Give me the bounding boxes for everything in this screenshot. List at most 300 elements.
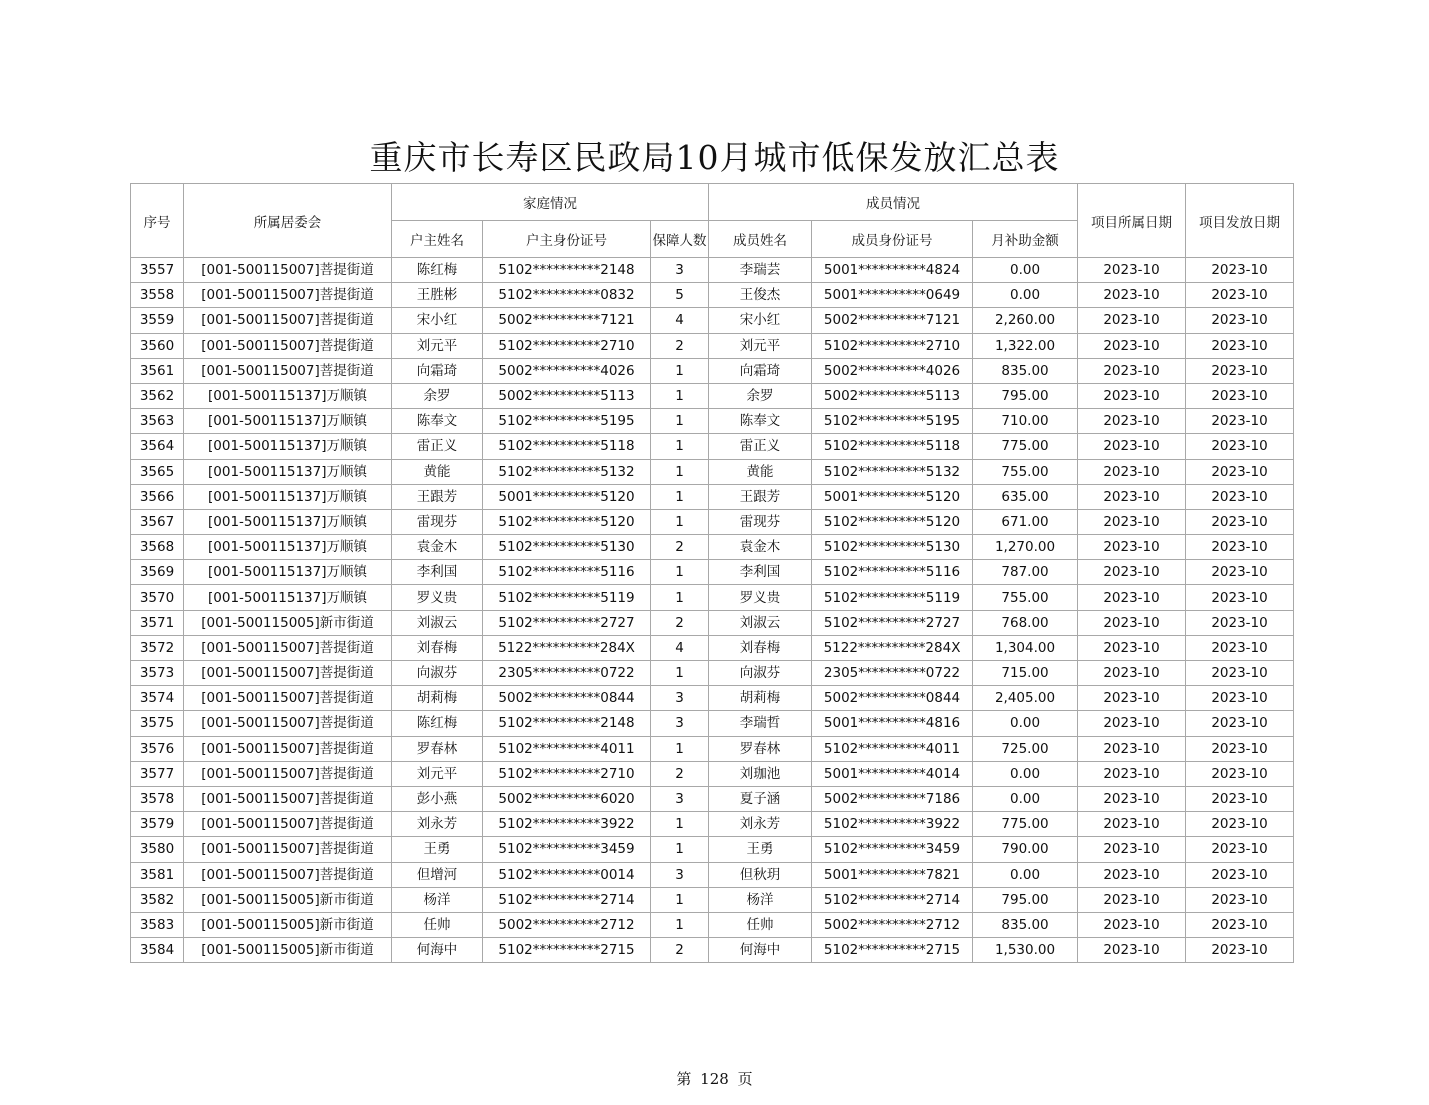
cell-head-name: 刘元平 <box>392 761 483 786</box>
cell-insured-count: 5 <box>651 283 709 308</box>
cell-member-id: 5102**********2715 <box>812 938 973 963</box>
cell-member-name: 何海中 <box>709 938 812 963</box>
table-row <box>131 812 1294 837</box>
header-member-id: 成员身份证号 <box>812 221 973 258</box>
cell-seq: 3560 <box>131 333 184 358</box>
cell-committee: [001-500115005]新市街道 <box>184 610 392 635</box>
cell-head-name: 余罗 <box>392 383 483 408</box>
cell-head-name: 陈红梅 <box>392 258 483 283</box>
cell-head-id: 5002**********7121 <box>483 308 651 333</box>
cell-issue-date: 2023-10 <box>1186 535 1294 560</box>
cell-member-id: 5102**********2714 <box>812 887 973 912</box>
cell-project-date: 2023-10 <box>1078 358 1186 383</box>
cell-monthly-subsidy: 1,270.00 <box>973 535 1078 560</box>
cell-insured-count: 3 <box>651 711 709 736</box>
cell-head-id: 5102**********5195 <box>483 409 651 434</box>
cell-committee: [001-500115137]万顺镇 <box>184 409 392 434</box>
cell-issue-date: 2023-10 <box>1186 560 1294 585</box>
cell-committee: [001-500115005]新市街道 <box>184 912 392 937</box>
cell-committee: [001-500115007]菩提街道 <box>184 283 392 308</box>
cell-monthly-subsidy: 768.00 <box>973 610 1078 635</box>
cell-head-id: 5102**********5116 <box>483 560 651 585</box>
cell-seq: 3570 <box>131 585 184 610</box>
cell-monthly-subsidy: 755.00 <box>973 459 1078 484</box>
cell-project-date: 2023-10 <box>1078 509 1186 534</box>
table-row <box>131 308 1294 333</box>
table-row <box>131 635 1294 660</box>
page-number-suffix: 页 <box>737 1070 753 1088</box>
cell-monthly-subsidy: 0.00 <box>973 258 1078 283</box>
page-number: 128 <box>700 1070 729 1088</box>
cell-seq: 3558 <box>131 283 184 308</box>
cell-seq: 3584 <box>131 938 184 963</box>
cell-committee: [001-500115007]菩提街道 <box>184 812 392 837</box>
cell-head-id: 5102**********4011 <box>483 736 651 761</box>
cell-insured-count: 1 <box>651 484 709 509</box>
cell-member-name: 任帅 <box>709 912 812 937</box>
cell-issue-date: 2023-10 <box>1186 459 1294 484</box>
cell-member-name: 刘元平 <box>709 333 812 358</box>
cell-member-id: 5001**********0649 <box>812 283 973 308</box>
table-row <box>131 434 1294 459</box>
cell-project-date: 2023-10 <box>1078 409 1186 434</box>
cell-issue-date: 2023-10 <box>1186 308 1294 333</box>
cell-head-name: 刘永芳 <box>392 812 483 837</box>
cell-issue-date: 2023-10 <box>1186 887 1294 912</box>
cell-head-name: 胡莉梅 <box>392 686 483 711</box>
header-family-group: 家庭情况 <box>392 184 709 221</box>
cell-member-id: 5102**********5118 <box>812 434 973 459</box>
cell-monthly-subsidy: 795.00 <box>973 383 1078 408</box>
cell-head-id: 5102**********5132 <box>483 459 651 484</box>
cell-head-id: 5102**********2715 <box>483 938 651 963</box>
cell-member-name: 余罗 <box>709 383 812 408</box>
cell-insured-count: 1 <box>651 661 709 686</box>
cell-issue-date: 2023-10 <box>1186 837 1294 862</box>
cell-member-name: 李利国 <box>709 560 812 585</box>
cell-monthly-subsidy: 795.00 <box>973 887 1078 912</box>
cell-member-name: 陈奉文 <box>709 409 812 434</box>
cell-head-id: 5102**********2727 <box>483 610 651 635</box>
cell-monthly-subsidy: 835.00 <box>973 912 1078 937</box>
cell-monthly-subsidy: 835.00 <box>973 358 1078 383</box>
cell-head-id: 5102**********5120 <box>483 509 651 534</box>
cell-seq: 3573 <box>131 661 184 686</box>
cell-seq: 3566 <box>131 484 184 509</box>
cell-project-date: 2023-10 <box>1078 711 1186 736</box>
cell-insured-count: 2 <box>651 333 709 358</box>
cell-head-name: 刘春梅 <box>392 635 483 660</box>
header-insured-count: 保障人数 <box>651 221 709 258</box>
cell-project-date: 2023-10 <box>1078 333 1186 358</box>
cell-seq: 3582 <box>131 887 184 912</box>
cell-issue-date: 2023-10 <box>1186 862 1294 887</box>
cell-project-date: 2023-10 <box>1078 661 1186 686</box>
table-row <box>131 484 1294 509</box>
cell-head-name: 杨洋 <box>392 887 483 912</box>
cell-seq: 3557 <box>131 258 184 283</box>
cell-seq: 3569 <box>131 560 184 585</box>
cell-committee: [001-500115137]万顺镇 <box>184 484 392 509</box>
cell-monthly-subsidy: 710.00 <box>973 409 1078 434</box>
cell-issue-date: 2023-10 <box>1186 635 1294 660</box>
cell-head-id: 5102**********5119 <box>483 585 651 610</box>
cell-monthly-subsidy: 1,304.00 <box>973 635 1078 660</box>
cell-committee: [001-500115007]菩提街道 <box>184 635 392 660</box>
cell-insured-count: 3 <box>651 686 709 711</box>
table-row <box>131 862 1294 887</box>
cell-head-id: 5102**********3922 <box>483 812 651 837</box>
cell-member-id: 5102**********5116 <box>812 560 973 585</box>
cell-head-id: 5102**********2710 <box>483 761 651 786</box>
cell-committee: [001-500115007]菩提街道 <box>184 333 392 358</box>
cell-member-id: 5102**********2710 <box>812 333 973 358</box>
cell-head-id: 5102**********3459 <box>483 837 651 862</box>
cell-head-id: 5102**********5130 <box>483 535 651 560</box>
cell-member-name: 但秋玥 <box>709 862 812 887</box>
header-seq: 序号 <box>131 184 184 258</box>
cell-head-id: 2305**********0722 <box>483 661 651 686</box>
cell-committee: [001-500115005]新市街道 <box>184 938 392 963</box>
header-member-group: 成员情况 <box>709 184 1078 221</box>
table-body <box>131 258 1294 963</box>
cell-member-name: 雷现芬 <box>709 509 812 534</box>
table-row <box>131 585 1294 610</box>
table-row <box>131 736 1294 761</box>
cell-member-id: 5102**********2727 <box>812 610 973 635</box>
cell-seq: 3561 <box>131 358 184 383</box>
cell-monthly-subsidy: 0.00 <box>973 761 1078 786</box>
cell-member-name: 罗义贵 <box>709 585 812 610</box>
cell-seq: 3579 <box>131 812 184 837</box>
cell-head-name: 罗义贵 <box>392 585 483 610</box>
cell-monthly-subsidy: 1,530.00 <box>973 938 1078 963</box>
cell-issue-date: 2023-10 <box>1186 509 1294 534</box>
cell-project-date: 2023-10 <box>1078 308 1186 333</box>
cell-head-name: 袁金木 <box>392 535 483 560</box>
cell-seq: 3564 <box>131 434 184 459</box>
cell-project-date: 2023-10 <box>1078 761 1186 786</box>
cell-member-name: 王俊杰 <box>709 283 812 308</box>
cell-monthly-subsidy: 0.00 <box>973 711 1078 736</box>
cell-committee: [001-500115007]菩提街道 <box>184 711 392 736</box>
cell-head-name: 陈奉文 <box>392 409 483 434</box>
table-row <box>131 283 1294 308</box>
cell-member-id: 5102**********5132 <box>812 459 973 484</box>
cell-committee: [001-500115007]菩提街道 <box>184 761 392 786</box>
cell-project-date: 2023-10 <box>1078 459 1186 484</box>
cell-project-date: 2023-10 <box>1078 938 1186 963</box>
cell-committee: [001-500115137]万顺镇 <box>184 560 392 585</box>
cell-project-date: 2023-10 <box>1078 812 1186 837</box>
cell-seq: 3567 <box>131 509 184 534</box>
cell-issue-date: 2023-10 <box>1186 661 1294 686</box>
cell-insured-count: 4 <box>651 308 709 333</box>
cell-project-date: 2023-10 <box>1078 283 1186 308</box>
cell-committee: [001-500115137]万顺镇 <box>184 434 392 459</box>
cell-project-date: 2023-10 <box>1078 635 1186 660</box>
cell-head-name: 王胜彬 <box>392 283 483 308</box>
cell-monthly-subsidy: 2,260.00 <box>973 308 1078 333</box>
header-head-name: 户主姓名 <box>392 221 483 258</box>
cell-head-name: 但增河 <box>392 862 483 887</box>
cell-committee: [001-500115007]菩提街道 <box>184 358 392 383</box>
cell-head-name: 雷现芬 <box>392 509 483 534</box>
cell-member-name: 刘永芳 <box>709 812 812 837</box>
cell-insured-count: 1 <box>651 434 709 459</box>
cell-insured-count: 2 <box>651 535 709 560</box>
table-row <box>131 912 1294 937</box>
cell-member-id: 5001**********4824 <box>812 258 973 283</box>
cell-member-name: 刘淑云 <box>709 610 812 635</box>
cell-head-name: 刘元平 <box>392 333 483 358</box>
table-row <box>131 837 1294 862</box>
cell-member-name: 胡莉梅 <box>709 686 812 711</box>
cell-seq: 3572 <box>131 635 184 660</box>
cell-head-name: 黄能 <box>392 459 483 484</box>
cell-monthly-subsidy: 755.00 <box>973 585 1078 610</box>
cell-issue-date: 2023-10 <box>1186 812 1294 837</box>
cell-member-name: 王跟芳 <box>709 484 812 509</box>
cell-issue-date: 2023-10 <box>1186 333 1294 358</box>
cell-issue-date: 2023-10 <box>1186 686 1294 711</box>
cell-monthly-subsidy: 0.00 <box>973 283 1078 308</box>
cell-project-date: 2023-10 <box>1078 383 1186 408</box>
cell-head-id: 5001**********5120 <box>483 484 651 509</box>
cell-committee: [001-500115007]菩提街道 <box>184 686 392 711</box>
cell-insured-count: 3 <box>651 862 709 887</box>
cell-seq: 3571 <box>131 610 184 635</box>
cell-committee: [001-500115007]菩提街道 <box>184 862 392 887</box>
cell-head-name: 罗春林 <box>392 736 483 761</box>
cell-head-id: 5002**********0844 <box>483 686 651 711</box>
cell-monthly-subsidy: 0.00 <box>973 862 1078 887</box>
cell-member-id: 5001**********7821 <box>812 862 973 887</box>
header-project-date: 项目所属日期 <box>1078 184 1186 258</box>
header-issue-date: 项目发放日期 <box>1186 184 1294 258</box>
table-header <box>131 184 1294 258</box>
cell-project-date: 2023-10 <box>1078 912 1186 937</box>
cell-committee: [001-500115137]万顺镇 <box>184 459 392 484</box>
cell-head-id: 5122**********284X <box>483 635 651 660</box>
cell-project-date: 2023-10 <box>1078 434 1186 459</box>
cell-member-name: 夏子涵 <box>709 786 812 811</box>
table-row <box>131 938 1294 963</box>
cell-project-date: 2023-10 <box>1078 560 1186 585</box>
cell-monthly-subsidy: 715.00 <box>973 661 1078 686</box>
cell-head-id: 5002**********4026 <box>483 358 651 383</box>
cell-head-id: 5102**********0832 <box>483 283 651 308</box>
cell-committee: [001-500115137]万顺镇 <box>184 383 392 408</box>
cell-monthly-subsidy: 2,405.00 <box>973 686 1078 711</box>
cell-member-id: 5102**********5195 <box>812 409 973 434</box>
cell-committee: [001-500115007]菩提街道 <box>184 308 392 333</box>
cell-insured-count: 1 <box>651 409 709 434</box>
cell-issue-date: 2023-10 <box>1186 258 1294 283</box>
cell-project-date: 2023-10 <box>1078 258 1186 283</box>
table-row <box>131 711 1294 736</box>
cell-issue-date: 2023-10 <box>1186 736 1294 761</box>
cell-head-name: 宋小红 <box>392 308 483 333</box>
table-row <box>131 258 1294 283</box>
cell-monthly-subsidy: 0.00 <box>973 786 1078 811</box>
cell-issue-date: 2023-10 <box>1186 585 1294 610</box>
cell-project-date: 2023-10 <box>1078 484 1186 509</box>
table-row <box>131 887 1294 912</box>
cell-monthly-subsidy: 635.00 <box>973 484 1078 509</box>
cell-member-name: 李瑞哲 <box>709 711 812 736</box>
cell-insured-count: 1 <box>651 560 709 585</box>
table-row <box>131 686 1294 711</box>
cell-seq: 3562 <box>131 383 184 408</box>
cell-member-id: 5001**********5120 <box>812 484 973 509</box>
cell-monthly-subsidy: 725.00 <box>973 736 1078 761</box>
cell-head-id: 5002**********5113 <box>483 383 651 408</box>
table-row <box>131 409 1294 434</box>
header-committee: 所属居委会 <box>184 184 392 258</box>
cell-issue-date: 2023-10 <box>1186 383 1294 408</box>
table-row <box>131 661 1294 686</box>
cell-insured-count: 1 <box>651 358 709 383</box>
cell-seq: 3576 <box>131 736 184 761</box>
cell-issue-date: 2023-10 <box>1186 283 1294 308</box>
header-monthly-subsidy: 月补助金额 <box>973 221 1078 258</box>
cell-member-name: 罗春林 <box>709 736 812 761</box>
cell-monthly-subsidy: 671.00 <box>973 509 1078 534</box>
cell-head-id: 5102**********0014 <box>483 862 651 887</box>
table-row <box>131 333 1294 358</box>
cell-insured-count: 1 <box>651 837 709 862</box>
cell-issue-date: 2023-10 <box>1186 610 1294 635</box>
cell-member-id: 5102**********5130 <box>812 535 973 560</box>
cell-monthly-subsidy: 775.00 <box>973 812 1078 837</box>
cell-project-date: 2023-10 <box>1078 862 1186 887</box>
cell-head-id: 5002**********2712 <box>483 912 651 937</box>
cell-member-name: 向淑芬 <box>709 661 812 686</box>
cell-head-name: 向淑芬 <box>392 661 483 686</box>
cell-issue-date: 2023-10 <box>1186 761 1294 786</box>
cell-head-name: 向霜琦 <box>392 358 483 383</box>
cell-member-id: 5122**********284X <box>812 635 973 660</box>
header-member-name: 成员姓名 <box>709 221 812 258</box>
cell-head-name: 王跟芳 <box>392 484 483 509</box>
cell-head-name: 刘淑云 <box>392 610 483 635</box>
table-row <box>131 560 1294 585</box>
cell-member-id: 5102**********3922 <box>812 812 973 837</box>
cell-insured-count: 2 <box>651 610 709 635</box>
table-row <box>131 459 1294 484</box>
cell-seq: 3583 <box>131 912 184 937</box>
cell-issue-date: 2023-10 <box>1186 409 1294 434</box>
cell-project-date: 2023-10 <box>1078 610 1186 635</box>
cell-head-name: 雷正义 <box>392 434 483 459</box>
cell-committee: [001-500115137]万顺镇 <box>184 509 392 534</box>
table-row <box>131 786 1294 811</box>
cell-insured-count: 1 <box>651 585 709 610</box>
cell-member-name: 刘春梅 <box>709 635 812 660</box>
cell-seq: 3580 <box>131 837 184 862</box>
cell-project-date: 2023-10 <box>1078 686 1186 711</box>
cell-head-name: 彭小燕 <box>392 786 483 811</box>
cell-member-id: 5002**********5113 <box>812 383 973 408</box>
cell-member-id: 2305**********0722 <box>812 661 973 686</box>
cell-insured-count: 1 <box>651 887 709 912</box>
cell-head-id: 5002**********6020 <box>483 786 651 811</box>
cell-member-id: 5102**********5120 <box>812 509 973 534</box>
cell-insured-count: 4 <box>651 635 709 660</box>
cell-head-id: 5102**********2148 <box>483 258 651 283</box>
cell-head-name: 何海中 <box>392 938 483 963</box>
cell-project-date: 2023-10 <box>1078 535 1186 560</box>
cell-member-name: 杨洋 <box>709 887 812 912</box>
cell-issue-date: 2023-10 <box>1186 434 1294 459</box>
cell-committee: [001-500115007]菩提街道 <box>184 786 392 811</box>
cell-member-name: 黄能 <box>709 459 812 484</box>
cell-head-id: 5102**********2714 <box>483 887 651 912</box>
cell-insured-count: 2 <box>651 761 709 786</box>
cell-member-id: 5002**********7121 <box>812 308 973 333</box>
cell-monthly-subsidy: 790.00 <box>973 837 1078 862</box>
cell-committee: [001-500115007]菩提街道 <box>184 258 392 283</box>
cell-committee: [001-500115005]新市街道 <box>184 887 392 912</box>
cell-member-id: 5002**********7186 <box>812 786 973 811</box>
cell-monthly-subsidy: 1,322.00 <box>973 333 1078 358</box>
cell-seq: 3563 <box>131 409 184 434</box>
cell-committee: [001-500115007]菩提街道 <box>184 736 392 761</box>
table-row <box>131 383 1294 408</box>
cell-project-date: 2023-10 <box>1078 736 1186 761</box>
cell-head-name: 王勇 <box>392 837 483 862</box>
cell-seq: 3574 <box>131 686 184 711</box>
cell-insured-count: 1 <box>651 812 709 837</box>
cell-seq: 3581 <box>131 862 184 887</box>
page-title: 重庆市长寿区民政局10月城市低保发放汇总表 <box>369 138 1060 177</box>
cell-member-name: 刘珈池 <box>709 761 812 786</box>
cell-committee: [001-500115007]菩提街道 <box>184 837 392 862</box>
cell-member-id: 5001**********4816 <box>812 711 973 736</box>
cell-issue-date: 2023-10 <box>1186 711 1294 736</box>
cell-insured-count: 1 <box>651 509 709 534</box>
cell-insured-count: 1 <box>651 912 709 937</box>
cell-project-date: 2023-10 <box>1078 786 1186 811</box>
cell-member-id: 5102**********4011 <box>812 736 973 761</box>
cell-seq: 3559 <box>131 308 184 333</box>
cell-member-name: 向霜琦 <box>709 358 812 383</box>
cell-member-id: 5002**********4026 <box>812 358 973 383</box>
cell-member-id: 5001**********4014 <box>812 761 973 786</box>
cell-committee: [001-500115137]万顺镇 <box>184 535 392 560</box>
cell-issue-date: 2023-10 <box>1186 484 1294 509</box>
cell-insured-count: 1 <box>651 459 709 484</box>
table-row <box>131 535 1294 560</box>
cell-seq: 3575 <box>131 711 184 736</box>
cell-member-name: 雷正义 <box>709 434 812 459</box>
cell-member-id: 5102**********5119 <box>812 585 973 610</box>
cell-insured-count: 3 <box>651 786 709 811</box>
cell-project-date: 2023-10 <box>1078 837 1186 862</box>
cell-insured-count: 3 <box>651 258 709 283</box>
cell-head-name: 陈红梅 <box>392 711 483 736</box>
cell-head-id: 5102**********2148 <box>483 711 651 736</box>
cell-project-date: 2023-10 <box>1078 585 1186 610</box>
cell-committee: [001-500115137]万顺镇 <box>184 585 392 610</box>
header-head-id: 户主身份证号 <box>483 221 651 258</box>
cell-issue-date: 2023-10 <box>1186 938 1294 963</box>
cell-insured-count: 1 <box>651 383 709 408</box>
page-number-prefix: 第 <box>676 1070 692 1088</box>
cell-member-name: 王勇 <box>709 837 812 862</box>
cell-insured-count: 2 <box>651 938 709 963</box>
